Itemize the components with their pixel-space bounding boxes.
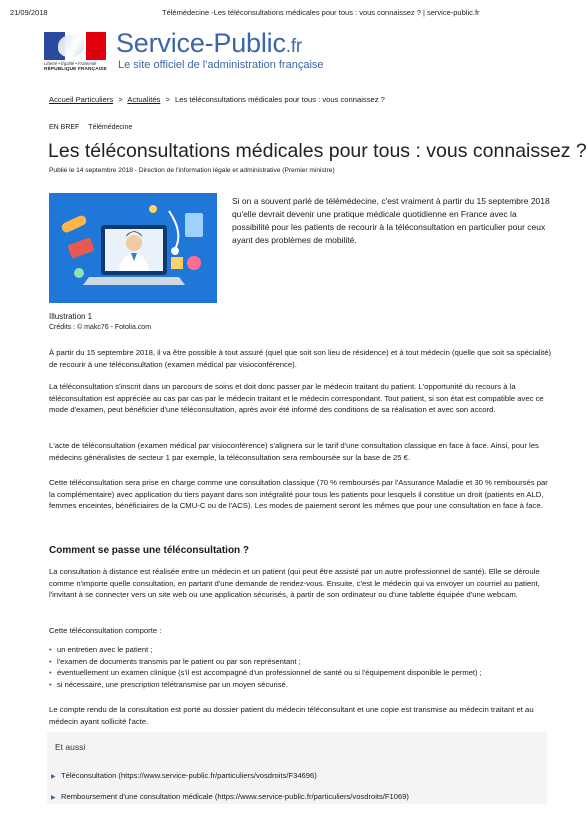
breadcrumb-news-link[interactable]: Actualités bbox=[127, 95, 161, 104]
site-name: Service-Public.fr bbox=[116, 28, 303, 58]
breadcrumb-home-link[interactable]: Accueil Particuliers bbox=[49, 95, 114, 104]
arrow-right-icon: ▶ bbox=[51, 774, 56, 780]
paragraph-3: L'acte de téléconsultation (examen médical par visioconférence) s'alignera sur le tarif d'une consultation classique en face à face. Ainsi, pour les médecins généralistes de secteur 1 par exemple, la téléconsultation sera remboursée sur la base de 25 €. bbox=[49, 441, 539, 462]
publication-info: Publié le 14 septembre 2018 - Direction de l'information légale et administrative (Premier ministre) bbox=[49, 167, 335, 174]
print-date: 21/09/2018 bbox=[10, 8, 48, 17]
bullet-icon: • bbox=[49, 645, 52, 654]
page-title: Les téléconsultations médicales pour tous : vous connaissez ? bbox=[48, 140, 587, 162]
see-also-box bbox=[47, 732, 547, 804]
see-also-link[interactable]: ▶ Téléconsultation (https://www.service-public.fr/particuliers/vosdroits/F34696) bbox=[51, 766, 409, 787]
republic-motto: Liberté • Égalité • Fraternité bbox=[44, 61, 97, 66]
bullet-icon: • bbox=[49, 656, 52, 666]
marianne-profile-icon bbox=[58, 35, 84, 57]
list-intro: Cette téléconsultation comporte : bbox=[49, 626, 162, 635]
paragraph-2: La téléconsultation s'inscrit dans un parcours de soins et doit donc passer par le médecin traitant du patient. L'opportunité du recours à la téléconsultation est appréciée au cas par cas par le médecin traitant et le médecin correspondant. Tout patient, si son état est compatible avec ce mode d'examen, peut bénéficier d'une téléconsultation, après avoir été informé des conditions de sa réalisation et avec son accord. bbox=[49, 382, 544, 415]
breadcrumb-separator: > bbox=[118, 95, 123, 104]
article-intro: Si on a souvent parlé de télémédecine, c'est vraiment à partir du 15 septembre 2018 qu'elle devrait devenir une pratique médicale quotidienne en France avec la possibilité pour les patients de recourir à la téléconsultation en particulier pour ceux ayant des problèmes de mobilité. bbox=[232, 196, 550, 245]
article-tags bbox=[49, 124, 132, 131]
consultation-steps-list bbox=[49, 644, 482, 690]
list-item: • si nécessaire, une prescription télétransmise par un moyen sécurisé. bbox=[49, 679, 288, 689]
list-item: • éventuellement un examen clinique (s'il est accompagné d'un professionnel de santé ou si l'équipement disponible le permet) ; bbox=[49, 668, 482, 677]
see-also-link[interactable]: ▶ Remboursement d'une consultation médicale (https://www.service-public.fr/particuliers/vosdroits/F1069) bbox=[51, 787, 409, 808]
bullet-icon: • bbox=[49, 679, 52, 689]
paragraph-1: À partir du 15 septembre 2018, il va être possible à tout assuré (quel que soit son lieu de résidence) et à tout médecin (quelle que soit sa spécialité) de recourir à une téléconsultation (examen médical par visioconférence). bbox=[49, 348, 552, 369]
section-paragraph: La consultation à distance est réalisée entre un médecin et un patient (qui peut être assisté par un autre professionnel de santé). Elle se déroule comme n'importe quelle consultation, en partant d'une demande de rendez-vous. Ensuite, c'est le médecin qui va envoyer un courriel au patient, l'invitant à se connecter vers un site web ou une application sécurisés, à partir de son ordinateur ou d'une tablette équipée d'une webcam. bbox=[49, 567, 540, 600]
marianne-logo bbox=[44, 32, 106, 60]
closing-paragraph: Le compte rendu de la consultation est porté au dossier patient du médecin téléconsultant et une copie est transmise au médecin traitant et au médecin ayant sollicité l'acte. bbox=[49, 705, 534, 726]
article-illustration bbox=[49, 193, 217, 303]
illustration-credits: Crédits : © makc76 - Fotolia.com bbox=[49, 324, 152, 331]
arrow-right-icon: ▶ bbox=[51, 795, 56, 801]
list-item: • l'examen de documents transmis par le patient ou par son représentant ; bbox=[49, 656, 301, 666]
bullet-icon: • bbox=[49, 668, 52, 677]
site-brand[interactable] bbox=[44, 28, 544, 76]
print-page-title: Télémédecine -Les téléconsultations médicales pour tous : vous connaissez ? | service-public.fr bbox=[162, 8, 480, 17]
paragraph-4: Cette téléconsultation sera prise en charge comme une consultation classique (70 % remboursés par l'Assurance Maladie et 30 % remboursés par la complémentaire) avec application du tiers payant dans son intégralité pour tous les patients pour lesquels il constitue un droit (patients en ALD, femmes enceintes, bénéficiaires de la CMU-C ou de l'ACS). Les modes de paiement seront les mêmes que pour une consultation en face à face. bbox=[49, 478, 548, 511]
tag-type: EN BREF bbox=[49, 124, 80, 131]
illustration-label: Illustration 1 bbox=[49, 312, 93, 321]
section-heading: Comment se passe une téléconsultation ? bbox=[49, 545, 250, 556]
breadcrumb bbox=[49, 95, 385, 104]
tag-theme[interactable]: Télémédecine bbox=[88, 124, 133, 131]
breadcrumb-current: Les téléconsultations médicales pour tous : vous connaissez ? bbox=[175, 95, 385, 104]
breadcrumb-separator: > bbox=[165, 95, 170, 104]
illustration-caption bbox=[49, 311, 151, 333]
see-also-title: Et aussi bbox=[55, 742, 86, 752]
site-tagline: Le site officiel de l'administration française bbox=[118, 59, 324, 71]
list-item: • un entretien avec le patient ; bbox=[49, 645, 153, 654]
see-also-links bbox=[51, 766, 409, 808]
republic-label: RÉPUBLIQUE FRANÇAISE bbox=[44, 67, 107, 72]
